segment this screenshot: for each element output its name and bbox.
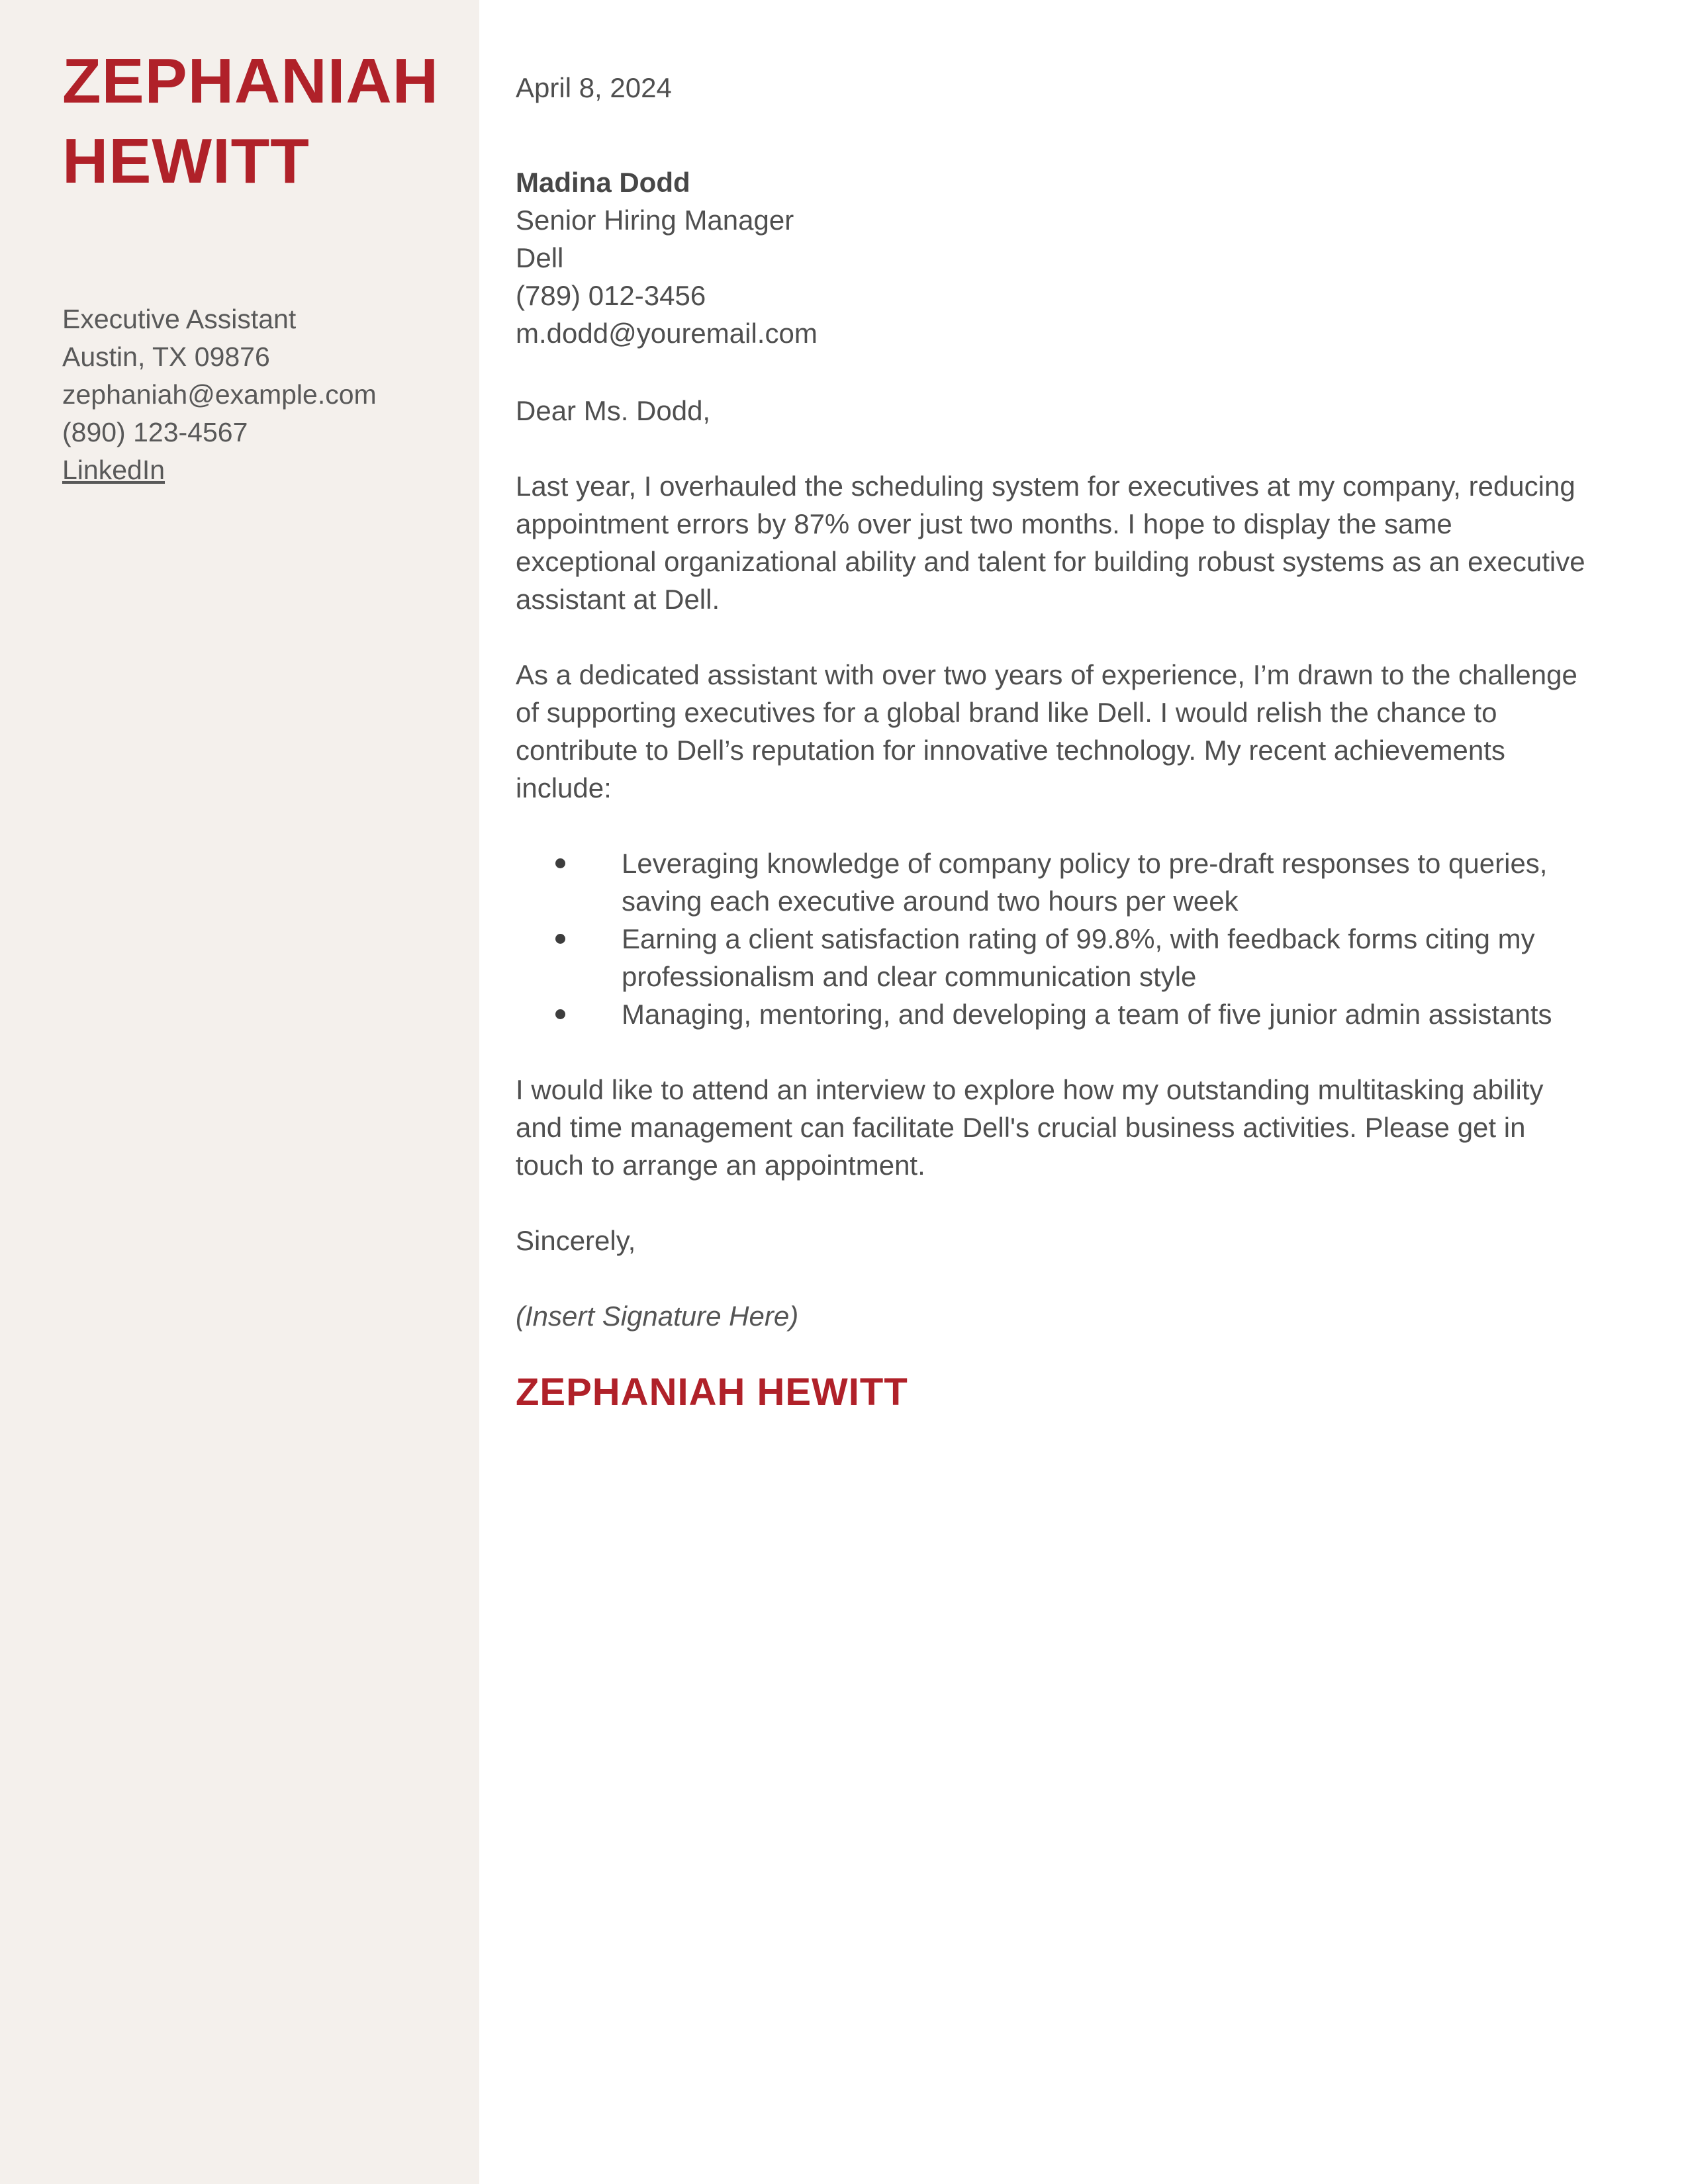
signature-name: ZEPHANIAH HEWITT — [516, 1371, 908, 1414]
paragraph-call-to-action: I would like to attend an interview to explore how my outstanding multitasking ability and time management can facilitate Dell's crucial business activities. Please get in touch to arrange an appointment. — [516, 1074, 1544, 1181]
sidebar-name: ZEPHANIAH HEWITT — [62, 46, 440, 197]
achievements-list — [516, 844, 1591, 1033]
signature-placeholder: (Insert Signature Here) — [516, 1300, 799, 1332]
linkedin-link-row — [62, 451, 453, 489]
achievement-item-2: Earning a client satisfaction rating of 99.8%, with feedback forms citing my professionalism and clear communication style — [622, 920, 1564, 995]
sidebar-job-title: Executive Assistant — [62, 304, 297, 334]
sidebar-phone: (890) 123-4567 — [62, 417, 248, 447]
recipient-company: Dell — [516, 242, 564, 273]
letter-body — [479, 0, 1688, 2184]
achievement-item-3: Managing, mentoring, and developing a team of five junior admin assistants — [622, 995, 1564, 1033]
linkedin-link[interactable]: LinkedIn — [62, 455, 165, 485]
paragraph-intro: Last year, I overhauled the scheduling system for executives at my company, reducing appointment errors by 87% over just two months. I hope to display the same exceptional organizational ability and talent for building robust systems as an executive assistant at Dell. — [516, 471, 1585, 615]
salutation: Dear Ms. Dodd, — [516, 395, 711, 426]
recipient-phone: (789) 012-3456 — [516, 280, 706, 311]
recipient-email: m.dodd@youremail.com — [516, 318, 818, 349]
sidebar-location: Austin, TX 09876 — [62, 341, 270, 372]
closing-salutation: Sincerely, — [516, 1225, 636, 1256]
recipient-title: Senior Hiring Manager — [516, 205, 794, 236]
achievement-item-1: Leveraging knowledge of company policy to pre-draft responses to queries, saving each executive around two hours per week — [622, 844, 1564, 920]
recipient-block — [516, 163, 1591, 352]
sidebar-email: zephaniah@example.com — [62, 379, 377, 410]
recipient-name: Madina Dodd — [516, 167, 690, 198]
paragraph-experience: As a dedicated assistant with over two years of experience, I’m drawn to the challenge of supporting executives for a global brand like Dell. I would relish the chance to contribute to Dell’s reputation for innovative technology. My recent achievements include: — [516, 659, 1577, 803]
letter-date: April 8, 2024 — [516, 72, 672, 103]
sidebar-contact-block — [62, 300, 453, 489]
sidebar — [0, 0, 479, 2184]
